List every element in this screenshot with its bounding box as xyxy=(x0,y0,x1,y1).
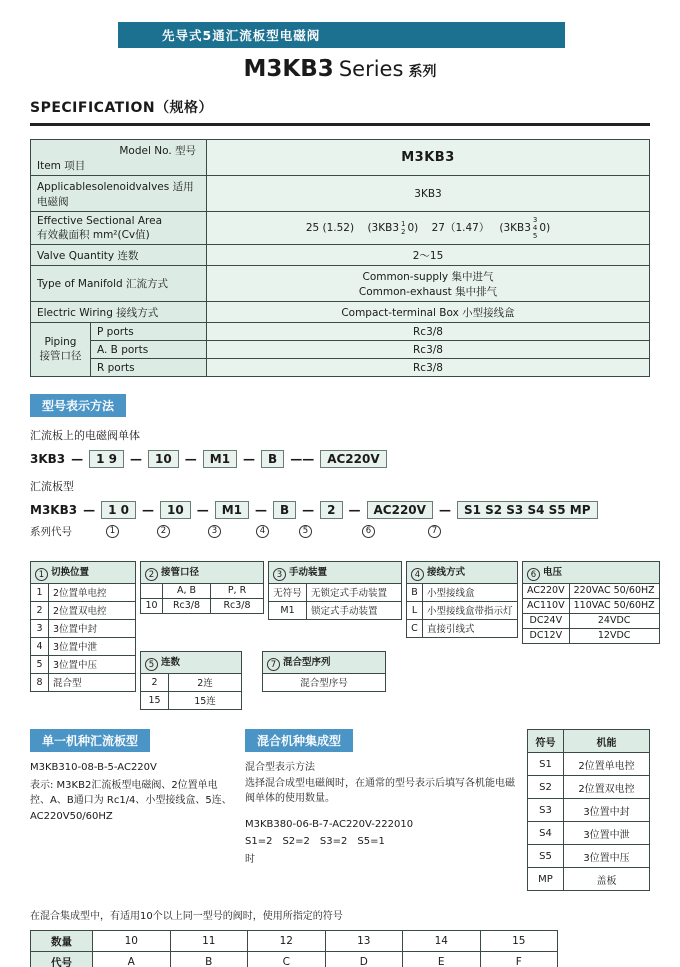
area-stack-2 xyxy=(533,216,537,240)
model-segment: 1 0 xyxy=(101,501,136,519)
dash: — xyxy=(348,503,361,518)
single-valve-model-line xyxy=(30,450,650,468)
table-row xyxy=(141,598,264,613)
desc-cell: 无锁定式手动装置 xyxy=(307,583,402,601)
code-cell: DC24V xyxy=(523,613,570,628)
sub-header-cell: P, R xyxy=(211,583,264,598)
desc-cell: 小型接线盒带指示灯 xyxy=(423,601,518,619)
table-row xyxy=(523,583,660,598)
mixed-sequence-table xyxy=(262,651,386,692)
station-count-table xyxy=(140,651,242,710)
symbol-cell: S1 xyxy=(528,753,564,776)
piping-label-cn: 接管口径 xyxy=(39,350,82,363)
table-row xyxy=(31,601,136,619)
table-row xyxy=(269,583,402,601)
mixed-type-text xyxy=(245,760,517,867)
code-cell: 4 xyxy=(31,637,49,655)
desc-cell: 3位置中泄 xyxy=(49,637,136,655)
table-row xyxy=(269,562,402,584)
table-row xyxy=(31,140,650,176)
table-row xyxy=(523,613,660,628)
table-row xyxy=(263,652,386,674)
port-value-cell: Rc3/8 xyxy=(207,323,650,341)
series-code-label: 系列代号 xyxy=(30,526,72,539)
table-row xyxy=(31,176,650,212)
table-row xyxy=(141,673,242,691)
model-value-cell xyxy=(207,140,650,176)
voltage-table xyxy=(522,561,660,644)
row-label-cell: 代号 xyxy=(31,952,93,967)
mixed-example-codes: S1=2 S2=2 S3=2 S5=1 xyxy=(245,836,385,848)
model-designation-heading: 型号表示方法 xyxy=(30,394,126,417)
area-model-1-open: (3KB3 xyxy=(367,222,399,235)
model-prefix: 3KB3 xyxy=(30,452,66,467)
circle-digit: 4 xyxy=(256,525,269,538)
dash: — xyxy=(196,503,209,518)
circle-digit: 1 xyxy=(106,525,119,538)
desc-cell: 220VAC 50/60HZ xyxy=(569,583,659,598)
code-cell: B xyxy=(170,952,248,967)
desc-cell: 24VDC xyxy=(569,613,659,628)
blank-cell xyxy=(141,583,163,598)
desc-cell: 3位置中压 xyxy=(49,655,136,673)
circled-number-2 xyxy=(157,524,173,538)
piping-label-en: Piping xyxy=(44,336,77,349)
manifold-line-2: Common-exhaust 集中排气 xyxy=(358,285,498,298)
circled-number-3 xyxy=(208,524,224,538)
model-segment: M1 xyxy=(215,501,249,519)
table-row xyxy=(528,845,650,868)
switch-position-table xyxy=(30,561,136,692)
model-segment: AC220V xyxy=(320,450,386,468)
item-label: Item 项目 xyxy=(37,159,86,172)
table-row xyxy=(31,673,136,691)
wiring-type-table xyxy=(406,561,518,638)
banner-text: 先导式5通汇流板型电磁阀 xyxy=(162,28,321,43)
symbol-cell: S4 xyxy=(528,822,564,845)
function-cell: 3位置中泄 xyxy=(564,822,650,845)
code-cell: C xyxy=(407,619,423,637)
applicable-label-cell: Applicablesolenoidvalves 适用电磁阀 xyxy=(31,176,207,212)
header-cell xyxy=(263,652,386,674)
port-value-cell: Rc3/8 xyxy=(207,359,650,377)
model-segment: 2 xyxy=(320,501,342,519)
wiring-label-cell: Electric Wiring 接线方式 xyxy=(31,302,207,323)
code-cell: E xyxy=(403,952,481,967)
table-row xyxy=(523,598,660,613)
code-cell: 8 xyxy=(31,673,49,691)
area-label-cn: 有效截面积 mm²(Cv值) xyxy=(37,228,150,241)
table-row xyxy=(31,341,650,359)
model-segment: AC220V xyxy=(367,501,433,519)
dash: — xyxy=(71,452,84,467)
mixed-example-suffix: 时 xyxy=(245,853,255,865)
code-cell: AC110V xyxy=(523,598,570,613)
code-cell: B xyxy=(407,583,423,601)
port-size-table xyxy=(140,561,264,614)
table-row xyxy=(31,637,136,655)
quantity-cell: 10 xyxy=(93,931,171,952)
page-title xyxy=(30,57,650,82)
function-cell: 2位置双电控 xyxy=(564,776,650,799)
table-row xyxy=(528,753,650,776)
desc-cell: 12VDC xyxy=(569,628,659,643)
dash: — xyxy=(254,503,267,518)
circle-digit: 3 xyxy=(208,525,221,538)
header-cell xyxy=(407,562,518,584)
desc-cell: 混合型序号 xyxy=(263,673,386,691)
value-cell: Rc3/8 xyxy=(211,598,264,613)
port-label-cell: R ports xyxy=(91,359,207,377)
symbol-column xyxy=(527,729,650,891)
title-model: M3KB3 xyxy=(243,56,334,82)
circle-digit: 5 xyxy=(145,658,158,671)
dash: — xyxy=(184,452,197,467)
table-row xyxy=(528,822,650,845)
table-row xyxy=(31,619,136,637)
table-row xyxy=(523,562,660,584)
function-cell: 3位置中封 xyxy=(564,799,650,822)
table-row xyxy=(407,601,518,619)
model-segment: S1 S2 S3 S4 S5 MP xyxy=(457,501,598,519)
table-row xyxy=(31,359,650,377)
series-code-row xyxy=(30,523,650,541)
desc-cell: 15连 xyxy=(169,691,242,709)
table-row xyxy=(31,952,558,967)
circle-digit: 2 xyxy=(145,568,158,581)
table-title: 切换位置 xyxy=(51,566,90,578)
dash: — xyxy=(438,503,451,518)
desc-cell: 2位置单电控 xyxy=(49,583,136,601)
area-model-1-close: 0) xyxy=(407,222,419,235)
model-segment: 10 xyxy=(160,501,191,519)
table-row xyxy=(523,628,660,643)
table-row xyxy=(528,868,650,891)
code-cell: L xyxy=(407,601,423,619)
examples-section xyxy=(30,729,650,891)
example-model-number: M3KB310-08-B-5-AC220V xyxy=(30,762,157,774)
value-cell: Rc3/8 xyxy=(163,598,211,613)
circled-number-7 xyxy=(428,524,444,538)
piping-label-cell xyxy=(31,323,91,377)
table-title: 接线方式 xyxy=(427,566,466,578)
code-cell: C xyxy=(248,952,326,967)
circle-digit: 3 xyxy=(273,568,286,581)
circle-digit: 5 xyxy=(299,525,312,538)
code-cell: 5 xyxy=(31,655,49,673)
specification-heading: SPECIFICATION（规格） xyxy=(30,97,650,126)
model-segment: 10 xyxy=(148,450,179,468)
table-row xyxy=(407,619,518,637)
manifold-caption: 汇流板型 xyxy=(30,480,74,494)
table-row xyxy=(141,583,264,598)
table-row xyxy=(407,583,518,601)
table-row xyxy=(141,691,242,709)
code-cell: F xyxy=(480,952,558,967)
table-row xyxy=(31,245,650,266)
area-value-cell xyxy=(207,212,650,245)
table-row xyxy=(31,655,136,673)
table-row xyxy=(31,323,650,341)
manifold-value-cell xyxy=(207,266,650,302)
table-row xyxy=(141,652,242,674)
table-row xyxy=(269,601,402,619)
table-row xyxy=(31,266,650,302)
code-cell: M1 xyxy=(269,601,307,619)
table-title: 电压 xyxy=(543,566,563,578)
table-row xyxy=(263,673,386,691)
symbol-function-table xyxy=(527,729,650,891)
code-cell: 2 xyxy=(141,673,169,691)
function-header-cell: 机能 xyxy=(564,730,650,753)
table-title: 混合型序列 xyxy=(283,656,331,668)
table-row xyxy=(31,212,650,245)
circle-digit: 6 xyxy=(527,568,540,581)
table-title: 连数 xyxy=(161,656,181,668)
quantity-cell: 12 xyxy=(248,931,326,952)
mixed-description: 选择混合成型电磁阀时，在通常的型号表示后填写各机能电磁阀单体的使用数量。 xyxy=(245,777,515,805)
table-row xyxy=(407,562,518,584)
table-row xyxy=(141,562,264,584)
function-cell: 3位置中压 xyxy=(564,845,650,868)
symbol-cell: S3 xyxy=(528,799,564,822)
desc-cell: 小型接线盒 xyxy=(423,583,518,601)
model-value: M3KB3 xyxy=(401,150,455,166)
mixed-method-title: 混合型表示方法 xyxy=(245,762,315,774)
quantity-value-cell: 2～15 xyxy=(207,245,650,266)
stack-digit: 1 xyxy=(401,220,406,229)
model-no-label: Model No. 型号 xyxy=(119,144,196,157)
quantity-label-cell: Valve Quantity 连数 xyxy=(31,245,207,266)
dash: — xyxy=(141,503,154,518)
single-type-text xyxy=(30,760,235,824)
circle-digit: 6 xyxy=(362,525,375,538)
desc-cell: 锁定式手动装置 xyxy=(307,601,402,619)
desc-cell: 2位置双电控 xyxy=(49,601,136,619)
dash: — xyxy=(302,503,315,518)
mixed-type-heading: 混合机种集成型 xyxy=(245,729,353,752)
dash: — xyxy=(83,503,96,518)
table-row xyxy=(528,776,650,799)
manifold-label-cell: Type of Manifold 汇流方式 xyxy=(31,266,207,302)
dash: — xyxy=(243,452,256,467)
table-row xyxy=(528,799,650,822)
code-cell: 15 xyxy=(141,691,169,709)
code-cell: 10 xyxy=(141,598,163,613)
area-label-cell xyxy=(31,212,207,245)
code-cell: AC220V xyxy=(523,583,570,598)
code-cell: 3 xyxy=(31,619,49,637)
manifold-model-line xyxy=(30,501,650,519)
desc-cell: 2连 xyxy=(169,673,242,691)
area-stack-1 xyxy=(401,220,405,236)
header-cell xyxy=(523,562,660,584)
desc-cell: 直接引线式 xyxy=(423,619,518,637)
model-prefix: M3KB3 xyxy=(30,503,78,518)
model-segment: 1 9 xyxy=(89,450,124,468)
stack-digit: 2 xyxy=(401,228,406,237)
table-row xyxy=(528,730,650,753)
quantity-cell: 11 xyxy=(170,931,248,952)
title-series-cn: 系列 xyxy=(408,64,437,80)
area-value-1: 25 (1.52) xyxy=(305,222,355,235)
symbol-cell: S2 xyxy=(528,776,564,799)
specification-table xyxy=(30,139,650,377)
code-cell: 2 xyxy=(31,601,49,619)
symbol-header-cell: 符号 xyxy=(528,730,564,753)
circled-number-5 xyxy=(299,524,315,538)
option-tables-zone xyxy=(30,561,655,713)
function-cell: 2位置单电控 xyxy=(564,753,650,776)
header-cell xyxy=(141,562,264,584)
desc-cell: 3位置中封 xyxy=(49,619,136,637)
single-type-column xyxy=(30,729,235,824)
model-segment: B xyxy=(273,501,296,519)
table-title: 接管口径 xyxy=(161,566,200,578)
desc-cell: 110VAC 50/60HZ xyxy=(569,598,659,613)
sub-header-cell: A, B xyxy=(163,583,211,598)
table-title: 手动装置 xyxy=(289,566,328,578)
mixed-note: 在混合集成型中，有适用10个以上同一型号的阀时，使用所指定的符号 xyxy=(30,911,343,923)
code-cell: D xyxy=(325,952,403,967)
single-valve-caption: 汇流板上的电磁阀单体 xyxy=(30,429,140,443)
code-cell: A xyxy=(93,952,171,967)
quantity-cell: 15 xyxy=(480,931,558,952)
long-dash: —— xyxy=(290,452,315,467)
table-row xyxy=(31,562,136,584)
stack-digit: 5 xyxy=(532,232,538,241)
example-description: 表示: M3KB2汇流板型电磁阀、2位置单电控、A、B通口为 Rc1/4、小型接线盒、5连、AC220V50/60HZ xyxy=(30,779,232,822)
code-cell: 无符号 xyxy=(269,583,307,601)
circle-digit: 1 xyxy=(35,568,48,581)
area-label-en: Effective Sectional Area xyxy=(37,214,163,227)
stack-digit: 3 xyxy=(532,216,538,225)
row-label-cell: 数量 xyxy=(31,931,93,952)
manifold-line-1: Common-supply 集中进气 xyxy=(362,270,494,283)
applicable-value-cell: 3KB3 xyxy=(207,176,650,212)
circle-digit: 4 xyxy=(411,568,424,581)
header-cell xyxy=(141,652,242,674)
circle-digit: 2 xyxy=(157,525,170,538)
symbol-cell: MP xyxy=(528,868,564,891)
port-label-cell: P ports xyxy=(91,323,207,341)
table-row xyxy=(31,931,558,952)
area-model-2-open: (3KB3 xyxy=(499,222,531,235)
title-series-en: Series xyxy=(338,57,404,81)
model-segment: B xyxy=(261,450,284,468)
circled-number-1 xyxy=(106,524,122,538)
dash: — xyxy=(130,452,143,467)
page-banner xyxy=(118,22,565,48)
code-cell: DC12V xyxy=(523,628,570,643)
code-cell: 1 xyxy=(31,583,49,601)
model-item-header-cell xyxy=(31,140,207,176)
area-value-2: 27（1.47） xyxy=(431,222,490,235)
manual-override-table xyxy=(268,561,402,620)
table-row xyxy=(31,583,136,601)
quantity-cell: 13 xyxy=(325,931,403,952)
function-cell: 盖板 xyxy=(564,868,650,891)
mixed-example-model: M3KB380-06-B-7-AC220V-222010 xyxy=(245,818,414,830)
quantity-code-table xyxy=(30,930,558,967)
quantity-cell: 14 xyxy=(403,931,481,952)
mixed-type-column xyxy=(245,729,517,867)
stack-digit: 4 xyxy=(532,224,538,233)
wiring-value-cell: Compact-terminal Box 小型接线盒 xyxy=(207,302,650,323)
circled-number-4 xyxy=(256,524,272,538)
circled-number-6 xyxy=(362,524,378,538)
circle-digit: 7 xyxy=(428,525,441,538)
header-cell xyxy=(269,562,402,584)
port-value-cell: Rc3/8 xyxy=(207,341,650,359)
header-cell xyxy=(31,562,136,584)
circle-digit: 7 xyxy=(267,658,280,671)
area-model-2-close: 0) xyxy=(539,222,551,235)
single-type-heading: 单一机种汇流板型 xyxy=(30,729,150,752)
model-segment: M1 xyxy=(203,450,237,468)
table-row xyxy=(31,302,650,323)
desc-cell: 混合型 xyxy=(49,673,136,691)
symbol-cell: S5 xyxy=(528,845,564,868)
port-label-cell: A. B ports xyxy=(91,341,207,359)
